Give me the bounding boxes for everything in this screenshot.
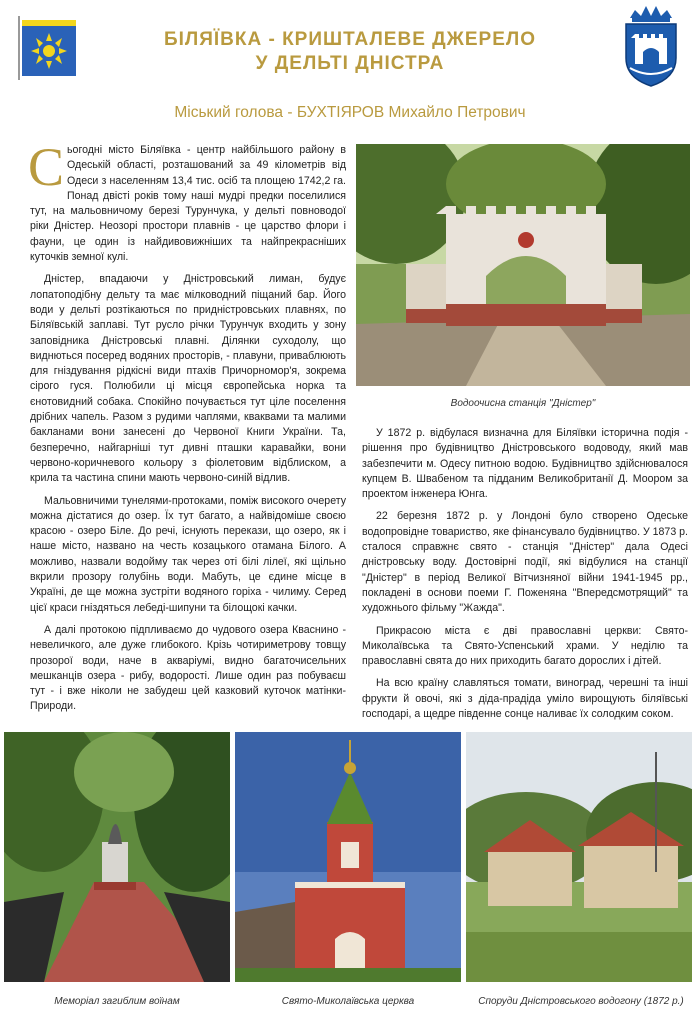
caption-memorial: Меморіал загиблим воїнам [54, 996, 180, 1007]
paragraph: Прикрасою міста є дві православні церкви: Свято-Миколаївська та Свято-Успенський храми. У неділю та православні свята до них приходить багато дорослих і дітей. [362, 624, 688, 668]
photo-caption: Водоочисна станція "Дністер" [450, 398, 596, 409]
paragraph: Мальовничими тунелями-протоками, поміж високого очерету можна дістатися до озер. Їх тут багато, а найвідоміше своєю красою - озеро Біле. До речі, існують перекази, що озеро, як і наше місто, названо на честь козацького отамана Білого. А можливо, назвали водойму так через оті білі лілеї, які щільно вкрили прозору голубінь води. Мабуть, це єдине місце в Україні, де ще можна зустріти водяного горіха - чилиму. Серед цієї краси гніздяться лебеді-шипуни та білощокі качки. [30, 494, 346, 614]
page-subtitle: Міський голова - БУХТІЯРОВ Михайло Петрович [174, 104, 526, 121]
church-photo [235, 732, 461, 982]
paragraph: На всю країну славляться томати, виноград, черешні та інші фрукти й овочі, які з діда-прадіда уміло вирощують біляївські господарі, а щедре південне сонце наливає їх солодким соком. [362, 677, 688, 721]
water-station-photo [356, 144, 690, 386]
drop-cap: С [28, 137, 65, 197]
page-title-line-1: БІЛЯЇВКА - КРИШТАЛЕВЕ ДЖЕРЕЛО [164, 29, 536, 50]
paragraph: Сьогодні місто Біляївка - центр найбільшого району в Одеській області, розташований за 49 кілометрів від Одеси з населенням 13,4 тис. осіб та площею 1742,2 га. Понад двісті років тому наші мудрі предки поселилися тут, на мальовничому березі Турунчука, у дельті повноводої ріки Дністер. Неозорі простори плавнів - це царство флори і фауни, це один із найдивовижніших та найпрекрасніших куточків земної кулі. [28, 137, 346, 264]
page-title-line-2: У ДЕЛЬТІ ДНІСТРА [255, 53, 445, 74]
paragraph: У 1872 р. відбулася визначна для Біляївки історична подія - рішення про будівництво Дністровського водоводу, який мав забезпечити м. Одесу питною водою. Будівництво здійснювалося купцем В. Швабеном та підданим Великобританії Д. Моором за проектом інженера Юнга. [362, 427, 688, 501]
right-text-column [362, 426, 688, 729]
left-text-column [28, 137, 346, 722]
city-flag [16, 14, 80, 80]
memorial-photo [4, 732, 230, 982]
coat-of-arms [620, 4, 682, 88]
caption-waterworks: Споруди Дністровського водогону (1872 р.) [478, 996, 684, 1007]
paragraph: 22 березня 1872 р. у Лондоні було створено Одеське водопровідне товариство, яке фінансувало будівництво. У 1873 р. сталося справжнє свято - станція "Дністер" дала Одесі дністровську воду. Достовірні події, які відбулися на станції "Дністер" в період Великої Вітчизняної війни 1941-1945 рр., покладені в основи поеми Г. Поженяна "Впередсмотрящий" та художнього фільму "Жажда". [362, 510, 688, 615]
caption-church: Свято-Миколаївська церква [281, 996, 415, 1007]
waterworks-photo [466, 732, 692, 982]
paragraph: Дністер, впадаючи у Дністровський лиман, будує лопатоподібну дельту та має мілководний піщаний бар. Його води у дельті розтікаються по придністровських плавнях, по Біляївській заплаві. Тут русло річки Турунчук входить у зону заповідника Дністровські плавні. Ділянки суходолу, що виднються посеред водяних просторів, - плавуни, приваблюють для гніздування рідкісні види птахів Причорномор'я, зокрема сірого гуся. Полюбили ці місця європейська норка та єнотовидний собака. Спокійно почувається тут ціле поселення дрібних чапель. Разом з рудими чаплями, кваквами та малими бакланами вони занесені до Червоної Книги України. Та, безперечно, найгарніші тут дивні пташки каравайки, вони червоно-коричневого кольору з фіолетовим відблиском, а крила та частина спини мають червоно-синій відлив. [30, 273, 346, 485]
paragraph: А далі протокою підпливаємо до чудового озера Кваснино - невеличкого, але дуже глибокого. Крізь чотириметрову товщу прозорої води, наче в акваріумі, видно багаточисельних мешканців озера - рибу, водорості. Лише один раз побуваєш тут - і вже ніколи не забудеш цей казковий куточок матінки-Природи. [30, 623, 346, 713]
